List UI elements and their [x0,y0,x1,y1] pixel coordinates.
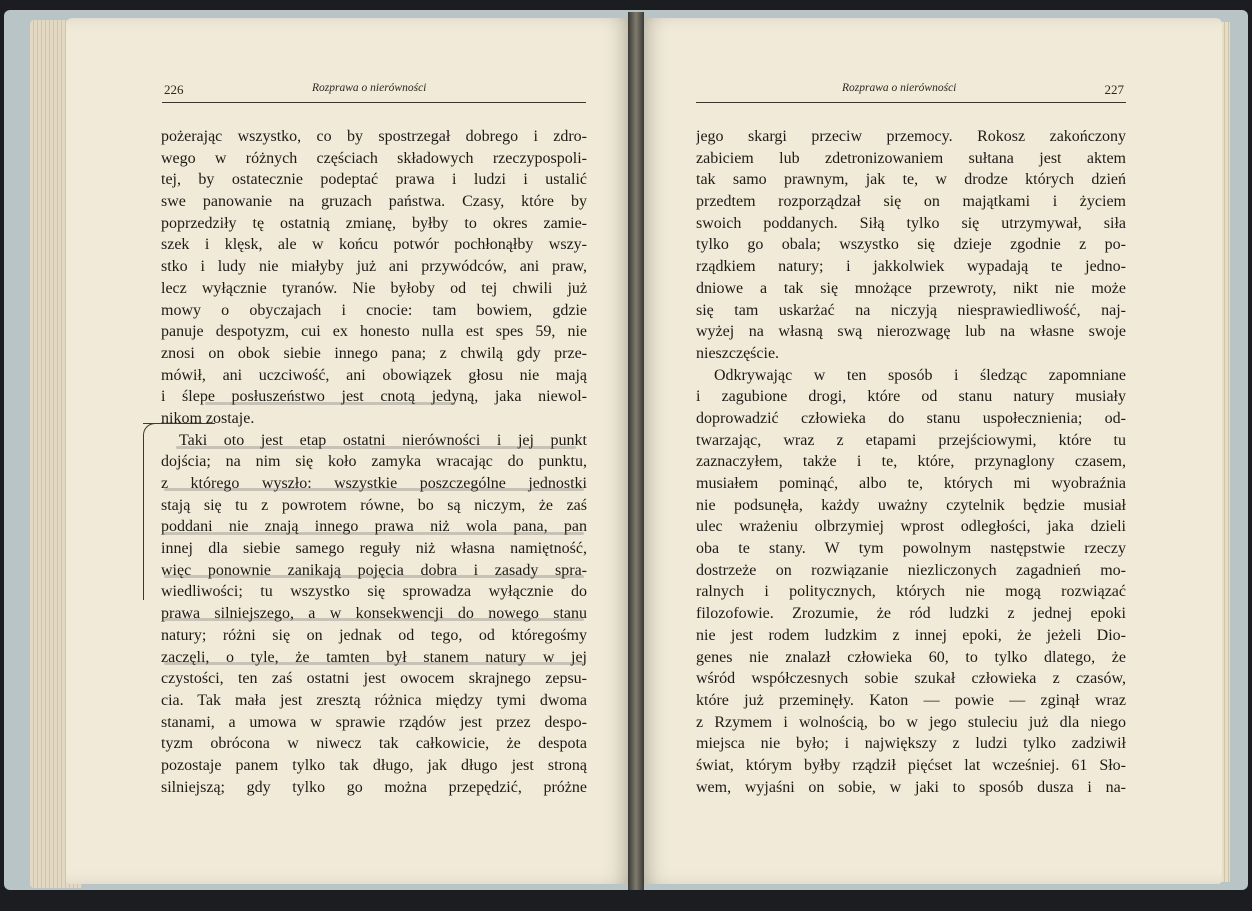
text-line: genes nie znalazł człowieka 60, to tylko dlatego, że [696,648,1126,666]
pencil-underline [205,402,455,405]
pencil-underline [164,575,584,578]
text-line: nikom zostaje. [161,409,255,427]
text-line: wem, wyjaśni on sobie, w jaki to sposób dusza i na- [696,778,1126,796]
text-line: tyzm obrócona w niwecz tak całkowicie, że despota [161,735,587,753]
text-line: świat, którym byłby rządził pięćset lat wcześniej. 61 Sło- [696,756,1126,774]
left-running-title: Rozprawa o nierówności [312,82,427,94]
left-running-header [162,80,586,103]
pencil-underline [164,662,584,665]
text-line: czystości, ten zaś ostatni jest owocem skrajnego zepsu- [161,670,587,688]
text-line: miejsca nie było; i największy z ludzi tylko zadziwił [696,735,1126,753]
text-line: wśród współczesnych sobie szukał człowieka z czasów, [696,670,1126,688]
text-line: się tam uskarżać na niczyją niesprawiedliwość, naj- [696,301,1126,319]
pencil-underline [176,446,576,449]
text-line: nieszczęście. [696,344,780,362]
text-line: tylko go obala; wszystko się dzieje zgodnie z po- [696,236,1126,254]
text-line: rządkiem natury; i jakkolwiek wypadają te jedno- [696,258,1126,276]
text-line: ulec wrażeniu olbrzymiej wprost odległości, jaka dzieli [696,518,1126,536]
book-gutter [628,12,644,890]
text-line: przedtem rozporządzał się on majątkami i życiem [696,193,1126,211]
left-page-number: 226 [164,82,184,97]
text-line: filozofowie. Zrozumie, że ród ludzki z jednej epoki [696,605,1126,623]
text-line: stko i ludy nie miałyby już ani przywódców, ani praw, [161,258,587,276]
text-line: musiałem pominąć, albo te, których mi wyobraźnia [696,475,1126,492]
text-line: Odkrywając w ten sposób i śledząc zapomniane [714,366,1126,384]
text-line: wyżej na własną swą nierozwagę lub na własne swoje [696,323,1126,341]
right-running-title: Rozprawa o nierówności [842,82,957,94]
text-line: zaznaczyłem, także i te, które, przynaglony czasem, [696,453,1126,471]
text-line: panuje despotyzm, cui ex honesto nulla est spes 59, nie [161,323,587,341]
text-line: z którego wyszło: wszystkie poszczególne jednostki [161,475,587,492]
text-line: szek i klęsk, ale w końcu potwór pochłonąłby wszy- [161,236,587,254]
text-line: tak samo prawnym, jak te, w drodze których dzień [696,171,1126,189]
text-line: pozostaje panem tylko tak długo, jak długo jest stroną [161,756,587,774]
right-page-number: 227 [1104,82,1124,97]
text-line: wiedliwości; tu wszystko się sprowadza wyłącznie do [161,583,587,601]
pencil-underline [164,618,584,621]
text-line: mówił, ani uczciwość, ani obowiązek głosu nie mają [161,366,587,384]
text-line: swoich poddanych. Siłą tylko się utrzymywał, siła [696,214,1126,232]
text-line: poprzedziły tę ostatnią zmianę, byłby to okres zamie- [161,214,587,232]
text-line: jego skargi przeciw przemocy. Rokosz zakończony [696,128,1126,145]
text-line: które już przeminęły. Katon — powie — zginął wraz [696,691,1126,709]
right-body-text [696,126,1126,798]
text-line: poddani nie znają innego prawa niż wola pana, pan [161,518,587,536]
text-line: dostrzeże on rozwiązanie niezliczonych zagadnień mo- [696,561,1126,579]
text-line: oba te stany. W tym powolnym następstwie rzeczy [696,540,1126,558]
text-line: dniowe a tak się mnożące przewroty, nikt nie może [696,279,1126,297]
text-line: wego w różnych częściach składowych rzeczypospoli- [161,149,587,167]
pencil-underline [164,532,584,535]
pencil-bracket-top [143,423,215,425]
text-line: tej, by ostatecznie podeptać prawa i ludzi i ustalić [161,171,587,189]
text-line: doprowadzić człowieka do stanu uspołecznienia; od- [696,409,1126,427]
text-line: i ślepe posłuszeństwo jest cnotą jedyną, jaka niewol- [161,388,587,406]
text-line: natury; różni się on jednak od tego, od któregośmy [161,626,587,644]
text-line: i zagubione drogi, które od stanu natury musiały [696,388,1126,406]
text-line: więc ponownie zanikają pojęcia dobra i zasady spra- [161,561,587,579]
right-running-header [696,80,1126,103]
text-line: dojścia; na nim się koło zamyka wracając do punktu, [161,453,587,471]
text-line: cia. Tak mała jest zresztą różnica między tymi dwoma [161,691,587,709]
text-line: silniejszą; gdy tylko go można przepędzić, próżne [161,778,587,796]
text-line: nie jest rodem ludzkim z innej epoki, że jeżeli Dio- [696,626,1126,644]
text-line: innej dla siebie samego reguły niż własna namiętność, [161,540,587,558]
left-body-text [161,126,587,798]
text-line: znosi on obok siebie innego pana; z chwilą gdy prze- [161,344,587,362]
text-line: stają się tu z powrotem równe, bo są niczym, że zaś [161,496,587,514]
pencil-underline [164,488,584,491]
text-line: z Rzymem i wolnością, bo w jego stuleciu już dla niego [696,713,1126,731]
text-line: swe panowanie na gruzach państwa. Czasy, które by [161,193,587,211]
text-line: stanami, a umowa w sprawie rządów jest przez despo- [161,713,587,731]
text-line: Taki oto jest etap ostatni nierówności i jej punkt [179,431,587,449]
text-line: lecz wyłącznie tyranów. Nie byłoby od tej chwili już [161,279,587,297]
text-line: prawa silniejszego, a w konsekwencji do nowego stanu [161,605,587,623]
text-line: mowy o obyczajach i cnocie: tam bowiem, gdzie [161,301,587,319]
text-line: ralnych i politycznych, których nie mogą rozwiązać [696,583,1126,601]
text-line: zaczęli, o tyle, że tamten był stanem natury w jej [161,648,587,666]
text-line: twarzając, wraz z etapami przejściowymi, które tu [696,431,1126,449]
text-line: zabiciem lub zdetronizowaniem sułtana jest aktem [696,149,1126,167]
pencil-bracket-mark [143,423,170,600]
text-line: pożerając wszystko, co by spostrzegał dobrego i zdro- [161,128,587,145]
text-line: nie podsunęła, każdy uważny czytelnik będzie musiał [696,496,1126,514]
